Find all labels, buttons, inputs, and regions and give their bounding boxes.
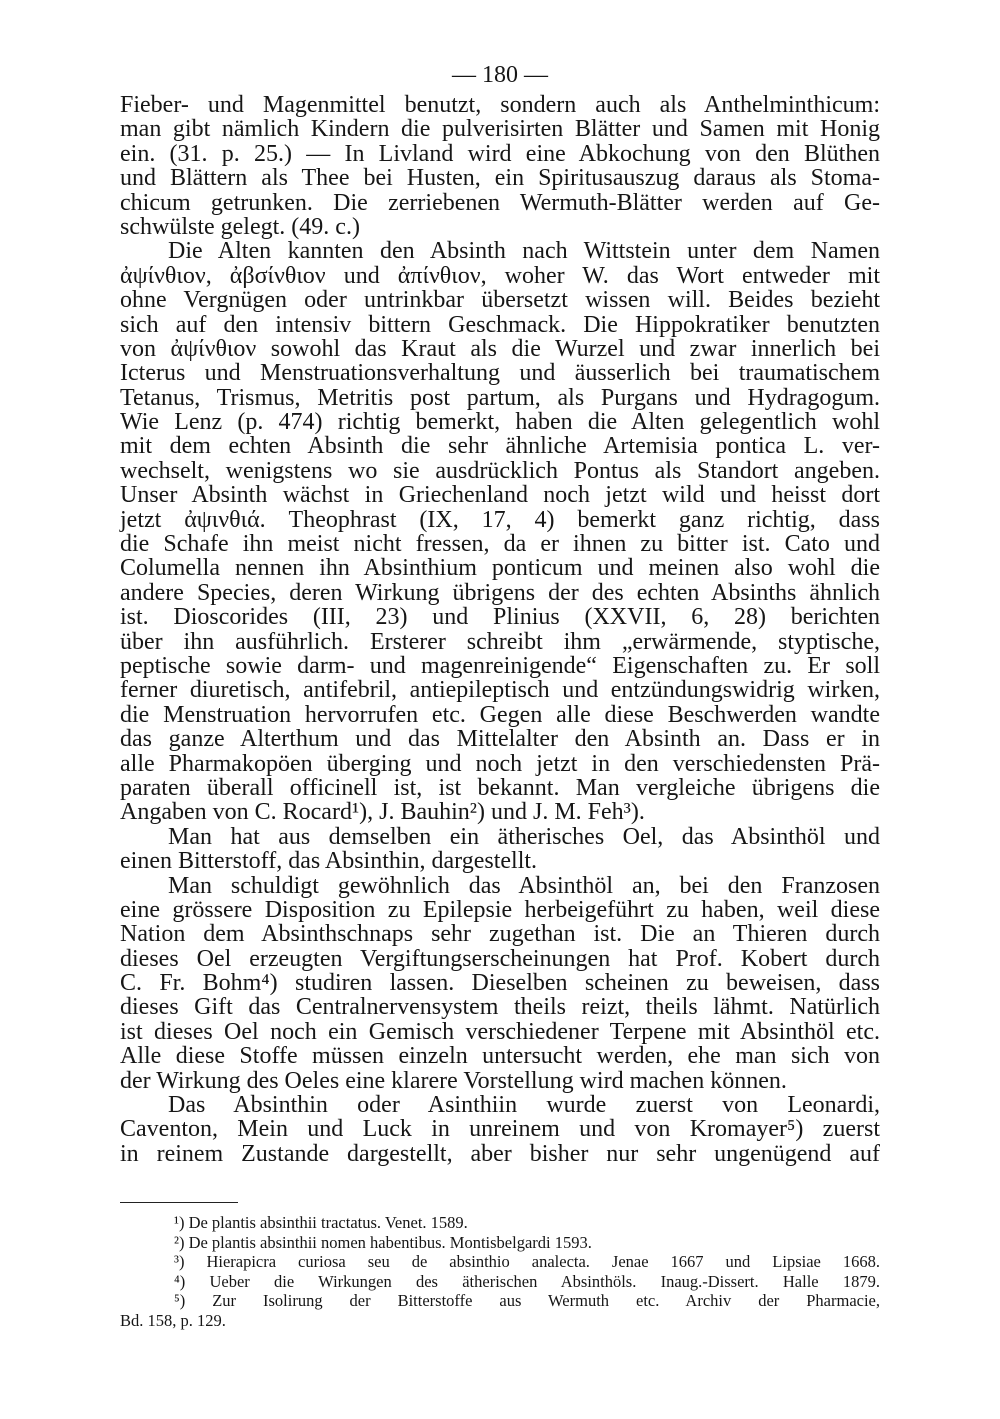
text-line: ferner diuretisch, antifebril, antiepileptisch und entzündungswidrig wirken, [120, 677, 880, 704]
text-line: ist dieses Oel noch ein Gemisch verschiedener Terpene mit Absinthöl etc. [120, 1018, 880, 1045]
text-line: Unser Absinth wächst in Griechenland noch jetzt wild und heisst dort [120, 482, 880, 509]
text-line: Angaben von C. Rocard¹), J. Bauhin²) und J. M. Feh³). [120, 799, 645, 826]
text-line: und Blättern als Thee bei Husten, ein Spiritusauszug daraus als Stoma- [120, 165, 880, 192]
text-line: der Wirkung des Oeles eine klarere Vorstellung wird machen können. [120, 1067, 787, 1094]
text-line: jetzt ἀψινθιά. Theophrast (IX, 17, 4) bemerkt ganz richtig, dass [120, 506, 880, 533]
text-line: ἀψίνθιον, ἀβσίνθιον und ἀπίνθιον, woher W. das Wort entweder mit [120, 262, 880, 289]
text-line: von ἀψίνθιον sowohl das Kraut als die Wurzel und zwar innerlich bei [120, 335, 880, 362]
text-line: einen Bitterstoff, das Absinthin, dargestellt. [120, 848, 538, 875]
text-line: die Menstruation hervorrufen etc. Gegen alle diese Beschwerden wandte [120, 701, 880, 728]
page [120, 60, 880, 1330]
footnotes [120, 1213, 880, 1330]
text-line: Alle diese Stoffe müssen einzeln untersucht werden, ehe man sich von [120, 1043, 880, 1070]
text-line: wechselt, wenigstens wo sie ausdrücklich Pontus als Standort angeben. [120, 457, 880, 484]
text-line: mit dem echten Absinth die sehr ähnliche Artemisia pontica L. ver- [120, 433, 880, 460]
text-line: die Schafe ihn meist nicht fressen, da er ihnen zu bitter ist. Cato und [120, 531, 880, 558]
text-line: Icterus und Menstruationsverhaltung und äusserlich bei traumatischem [120, 360, 880, 387]
text-line: paraten überall officinell ist, ist bekannt. Man vergleiche übrigens die [120, 774, 880, 801]
text-line: schwülste gelegt. (49. c.) [120, 213, 360, 240]
text-line: Man schuldigt gewöhnlich das Absinthöl an, bei den Franzosen [168, 872, 880, 899]
footnote: ²) De plantis absinthii nomen habentibus. Montisbelgardi 1593. [174, 1232, 592, 1252]
footnote: ⁵) Zur Isolirung der Bitterstoffe aus Wermuth etc. Archiv der Pharmacie, [174, 1291, 880, 1311]
text-line: sich auf den intensiv bittern Geschmack. Die Hippokratiker benutzten [120, 311, 880, 338]
footnote: ³) Hierapicra curiosa seu de absinthio analecta. Jenae 1667 und Lipsiae 1668. [174, 1252, 880, 1272]
text-line: Tetanus, Trismus, Metritis post partum, als Purgans und Hydragogum. [120, 384, 880, 411]
text-line: Nation dem Absinthschnaps sehr zugethan ist. Die an Thieren durch [120, 921, 880, 948]
text-line: Man hat aus demselben ein ätherisches Oel, das Absinthöl und [168, 823, 880, 850]
text-line: ohne Vergnügen oder untrinkbar übersetzt wissen will. Beides bezieht [120, 287, 880, 314]
text-line: Caventon, Mein und Luck in unreinem und von Kromayer⁵) zuerst [120, 1116, 880, 1143]
text-line: das ganze Alterthum und das Mittelalter den Absinth an. Dass er in [120, 726, 880, 753]
text-line: peptische sowie darm- und magenreinigende“ Eigenschaften zu. Er soll [120, 652, 880, 679]
footnote: ⁴) Ueber die Wirkungen des ätherischen Absinthöls. Inaug.-Dissert. Halle 1879. [174, 1271, 880, 1291]
text-line: Columella nennen ihn Absinthium ponticum und meinen also wohl die [120, 555, 880, 582]
text-line: dieses Oel erzeugten Vergiftungserscheinungen hat Prof. Kobert durch [120, 945, 880, 972]
page-number: — 180 — [452, 62, 548, 88]
text-line: Fieber- und Magenmittel benutzt, sondern auch als Anthelminthicum: [120, 92, 880, 118]
body-text [120, 93, 880, 1166]
footnote: ¹) De plantis absinthii tractatus. Venet. 1589. [174, 1213, 468, 1233]
text-line: andere Species, deren Wirkung übrigens der des echten Absinths ähnlich [120, 579, 880, 606]
footnote-separator [120, 1202, 238, 1203]
footnote: Bd. 158, p. 129. [120, 1310, 226, 1330]
text-line: Das Absinthin oder Asinthiin wurde zuerst von Leonardi, [168, 1092, 880, 1119]
text-line: ein. (31. p. 25.) — In Livland wird eine Abkochung von den Blüthen [120, 140, 880, 167]
text-line: C. Fr. Bohm⁴) studiren lassen. Dieselben scheinen zu beweisen, dass [120, 970, 880, 997]
text-line: alle Pharmakopöen überging und noch jetzt in den verschiedensten Prä- [120, 750, 880, 777]
text-line: eine grössere Disposition zu Epilepsie herbeigeführt zu haben, weil diese [120, 896, 880, 923]
text-line: chicum getrunken. Die zerriebenen Wermuth-Blätter werden auf Ge- [120, 189, 880, 216]
text-line: über ihn ausführlich. Ersterer schreibt ihm „erwärmende, styptische, [120, 628, 880, 655]
text-line: in reinem Zustande dargestellt, aber bisher nur sehr ungenügend auf [120, 1140, 880, 1167]
text-line: man gibt nämlich Kindern die pulverisirten Blätter und Samen mit Honig [120, 116, 880, 143]
text-line: ist. Dioscorides (III, 23) und Plinius (XXVII, 6, 28) berichten [120, 604, 880, 631]
text-line: Die Alten kannten den Absinth nach Wittstein unter dem Namen [168, 238, 880, 265]
text-line: Wie Lenz (p. 474) richtig bemerkt, haben die Alten gelegentlich wohl [120, 409, 880, 436]
text-line: dieses Gift das Centralnervensystem theils reizt, theils lähmt. Natürlich [120, 994, 880, 1021]
